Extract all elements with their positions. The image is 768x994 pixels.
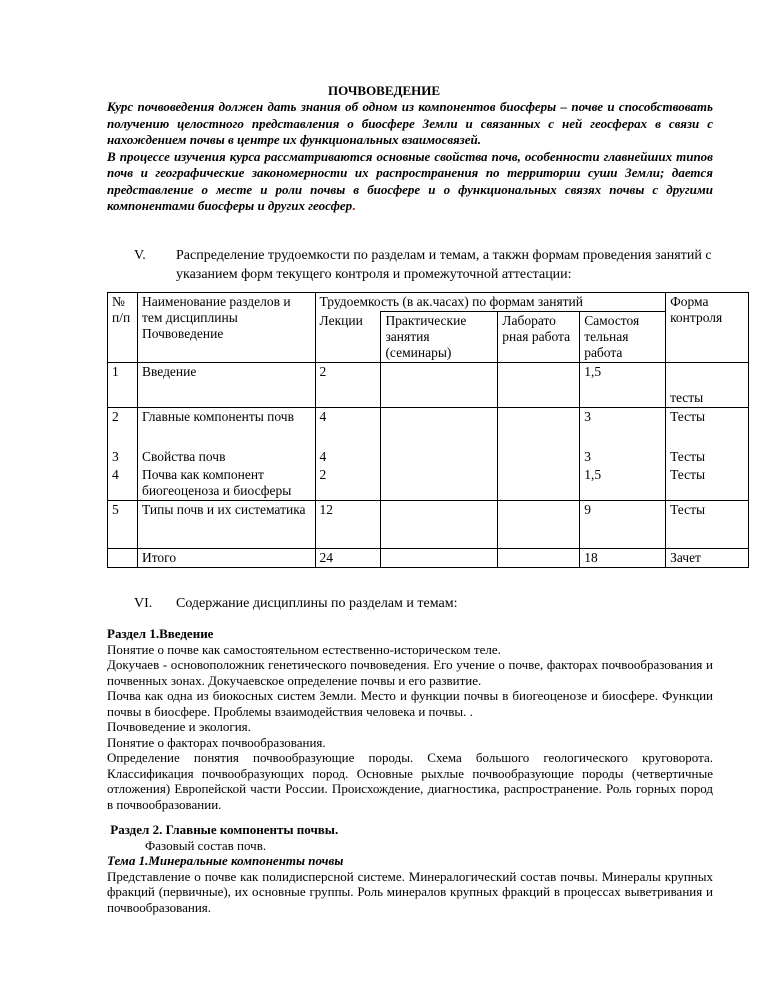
table-row <box>108 500 749 548</box>
row-lab <box>498 363 580 408</box>
row-control: тесты <box>666 363 749 408</box>
table-header-row <box>108 293 749 312</box>
row-num: 2 <box>108 408 138 448</box>
row-practical <box>381 466 498 501</box>
table-row <box>108 363 749 408</box>
row-practical <box>381 363 498 408</box>
row-lab <box>498 500 580 548</box>
total-name: Итого <box>137 548 315 567</box>
header-labor: Трудоемкость (в ак.часах) по формам занятий <box>315 293 666 312</box>
document-title: ПОЧВОВЕДЕНИЕ <box>327 83 441 98</box>
header-lectures: Лекции <box>315 312 381 363</box>
row-control: Тесты <box>666 448 749 466</box>
section-5-number: V. <box>134 248 146 263</box>
row-self: 1,5 <box>580 363 666 408</box>
row-control: Тесты <box>666 408 749 448</box>
intro-paragraph-2 <box>107 149 713 215</box>
row-self: 1,5 <box>580 466 666 501</box>
total-self: 18 <box>580 548 666 567</box>
header-self: Самостоя тельная работа <box>580 312 666 363</box>
intro-block <box>107 99 713 215</box>
section-5-text: Распределение трудоемкости по разделам и темам, а такжн формам проведения занятий с указанием форм текущего контроля и промежуточной аттестации: <box>176 248 712 282</box>
part-1-line: Определение понятия почвообразующие породы. Схема большого геологического круговорота. Классификация почвообразующих пород. Основные рыхлые почвообразующие породы (четвертичные отложения) Европейской части России. Происхождение, диагностика, распространение. Роль горных пород в почвообразовании. <box>107 750 713 812</box>
row-lab <box>498 466 580 501</box>
part-2-subheading: Фазовый состав почв. <box>145 837 267 853</box>
row-num: 5 <box>108 500 138 548</box>
total-practical <box>381 548 498 567</box>
row-name: Главные компоненты почв <box>137 408 315 448</box>
row-num: 1 <box>108 363 138 408</box>
row-name: Типы почв и их систематика <box>137 500 315 548</box>
part-1-line: Понятие о почве как самостоятельном естественно-историческом теле. <box>107 641 501 657</box>
part-1-heading: Раздел 1.Введение <box>107 626 214 641</box>
row-practical <box>381 448 498 466</box>
table-row <box>108 448 749 466</box>
row-lectures: 2 <box>315 466 381 501</box>
total-lectures: 24 <box>315 548 381 567</box>
total-lab <box>498 548 580 567</box>
part-2-heading: Раздел 2. Главные компоненты почвы. <box>107 822 339 837</box>
part-1-line: Почва как одна из биокосных систем Земли. Место и функции почвы в биогеоценозе и биосфере. Функции почвы в биосфере. Проблемы взаимодействия человека и почвы. . <box>107 688 713 719</box>
section-6-number: VI. <box>134 596 153 611</box>
row-control: Тесты <box>666 466 749 501</box>
row-self: 9 <box>580 500 666 548</box>
row-self: 3 <box>580 408 666 448</box>
part-1-line: Докучаев - основоположник генетического почвоведения. Его учение о почве, факторах почвообразования и почвенных зонах. Докучаевское определение почвы и его развитие. <box>107 657 713 688</box>
intro-paragraph-1: Курс почвоведения должен дать знания об одном из компонентов биосферы – почве и способствовать получению целостного представления о биосфере Земли и связанных с ней геосферах в связи с нахождением почвы в центре их функциональных взаимосвязей. <box>107 99 713 147</box>
row-lab <box>498 448 580 466</box>
row-lectures: 4 <box>315 448 381 466</box>
total-control: Зачет <box>666 548 749 567</box>
header-control: Форма контроля <box>666 293 749 363</box>
part-2-text: Представление о почве как полидисперсной системе. Минералогический состав почвы. Минералы крупных фракций (первичные), их основные группы. Роль минералов крупных фракций в процессах выветривания и почвообразования. <box>107 868 713 915</box>
row-control: Тесты <box>666 500 749 548</box>
row-lectures: 4 <box>315 408 381 448</box>
section-6-text: Содержание дисциплины по разделам и темам: <box>176 596 458 611</box>
row-num: 4 <box>108 466 138 501</box>
table-row <box>108 466 749 501</box>
row-practical <box>381 500 498 548</box>
table-row <box>108 408 749 448</box>
row-name: Почва как компонент биогеоценоза и биосферы <box>137 466 315 501</box>
header-name: Наименование разделов и тем дисциплины Почвоведение <box>137 293 315 363</box>
row-lab <box>498 408 580 448</box>
header-num: № п/п <box>108 293 138 363</box>
header-practical: Практические занятия (семинары) <box>381 312 498 363</box>
header-lab: Лаборато рная работа <box>498 312 580 363</box>
workload-table <box>107 292 749 568</box>
table-total-row <box>108 548 749 567</box>
row-lectures: 2 <box>315 363 381 408</box>
part-2-block <box>107 822 713 915</box>
part-1-line: Почвоведение и экология. <box>107 719 251 734</box>
total-num <box>108 548 138 567</box>
intro-paragraph-2-text: В процессе изучения курса рассматриваются основные свойства почв, особенности главнейших типов почв и географические закономерности их распространения по территории суши Земли; дается представление о месте и роли почвы в биосфере и о функциональных связях почвы с другими компонентами биосферы и других геосфер <box>107 148 713 213</box>
row-lectures: 12 <box>315 500 381 548</box>
row-name: Свойства почв <box>137 448 315 466</box>
part-1-line: Понятие о факторах почвообразования. <box>107 734 326 750</box>
part-1-block <box>107 626 713 812</box>
row-self: 3 <box>580 448 666 466</box>
row-name: Введение <box>137 363 315 408</box>
intro-paragraph-2-end: . <box>352 198 356 213</box>
row-practical <box>381 408 498 448</box>
row-num: 3 <box>108 448 138 466</box>
part-2-topic: Тема 1.Минеральные компоненты почвы <box>107 853 344 868</box>
